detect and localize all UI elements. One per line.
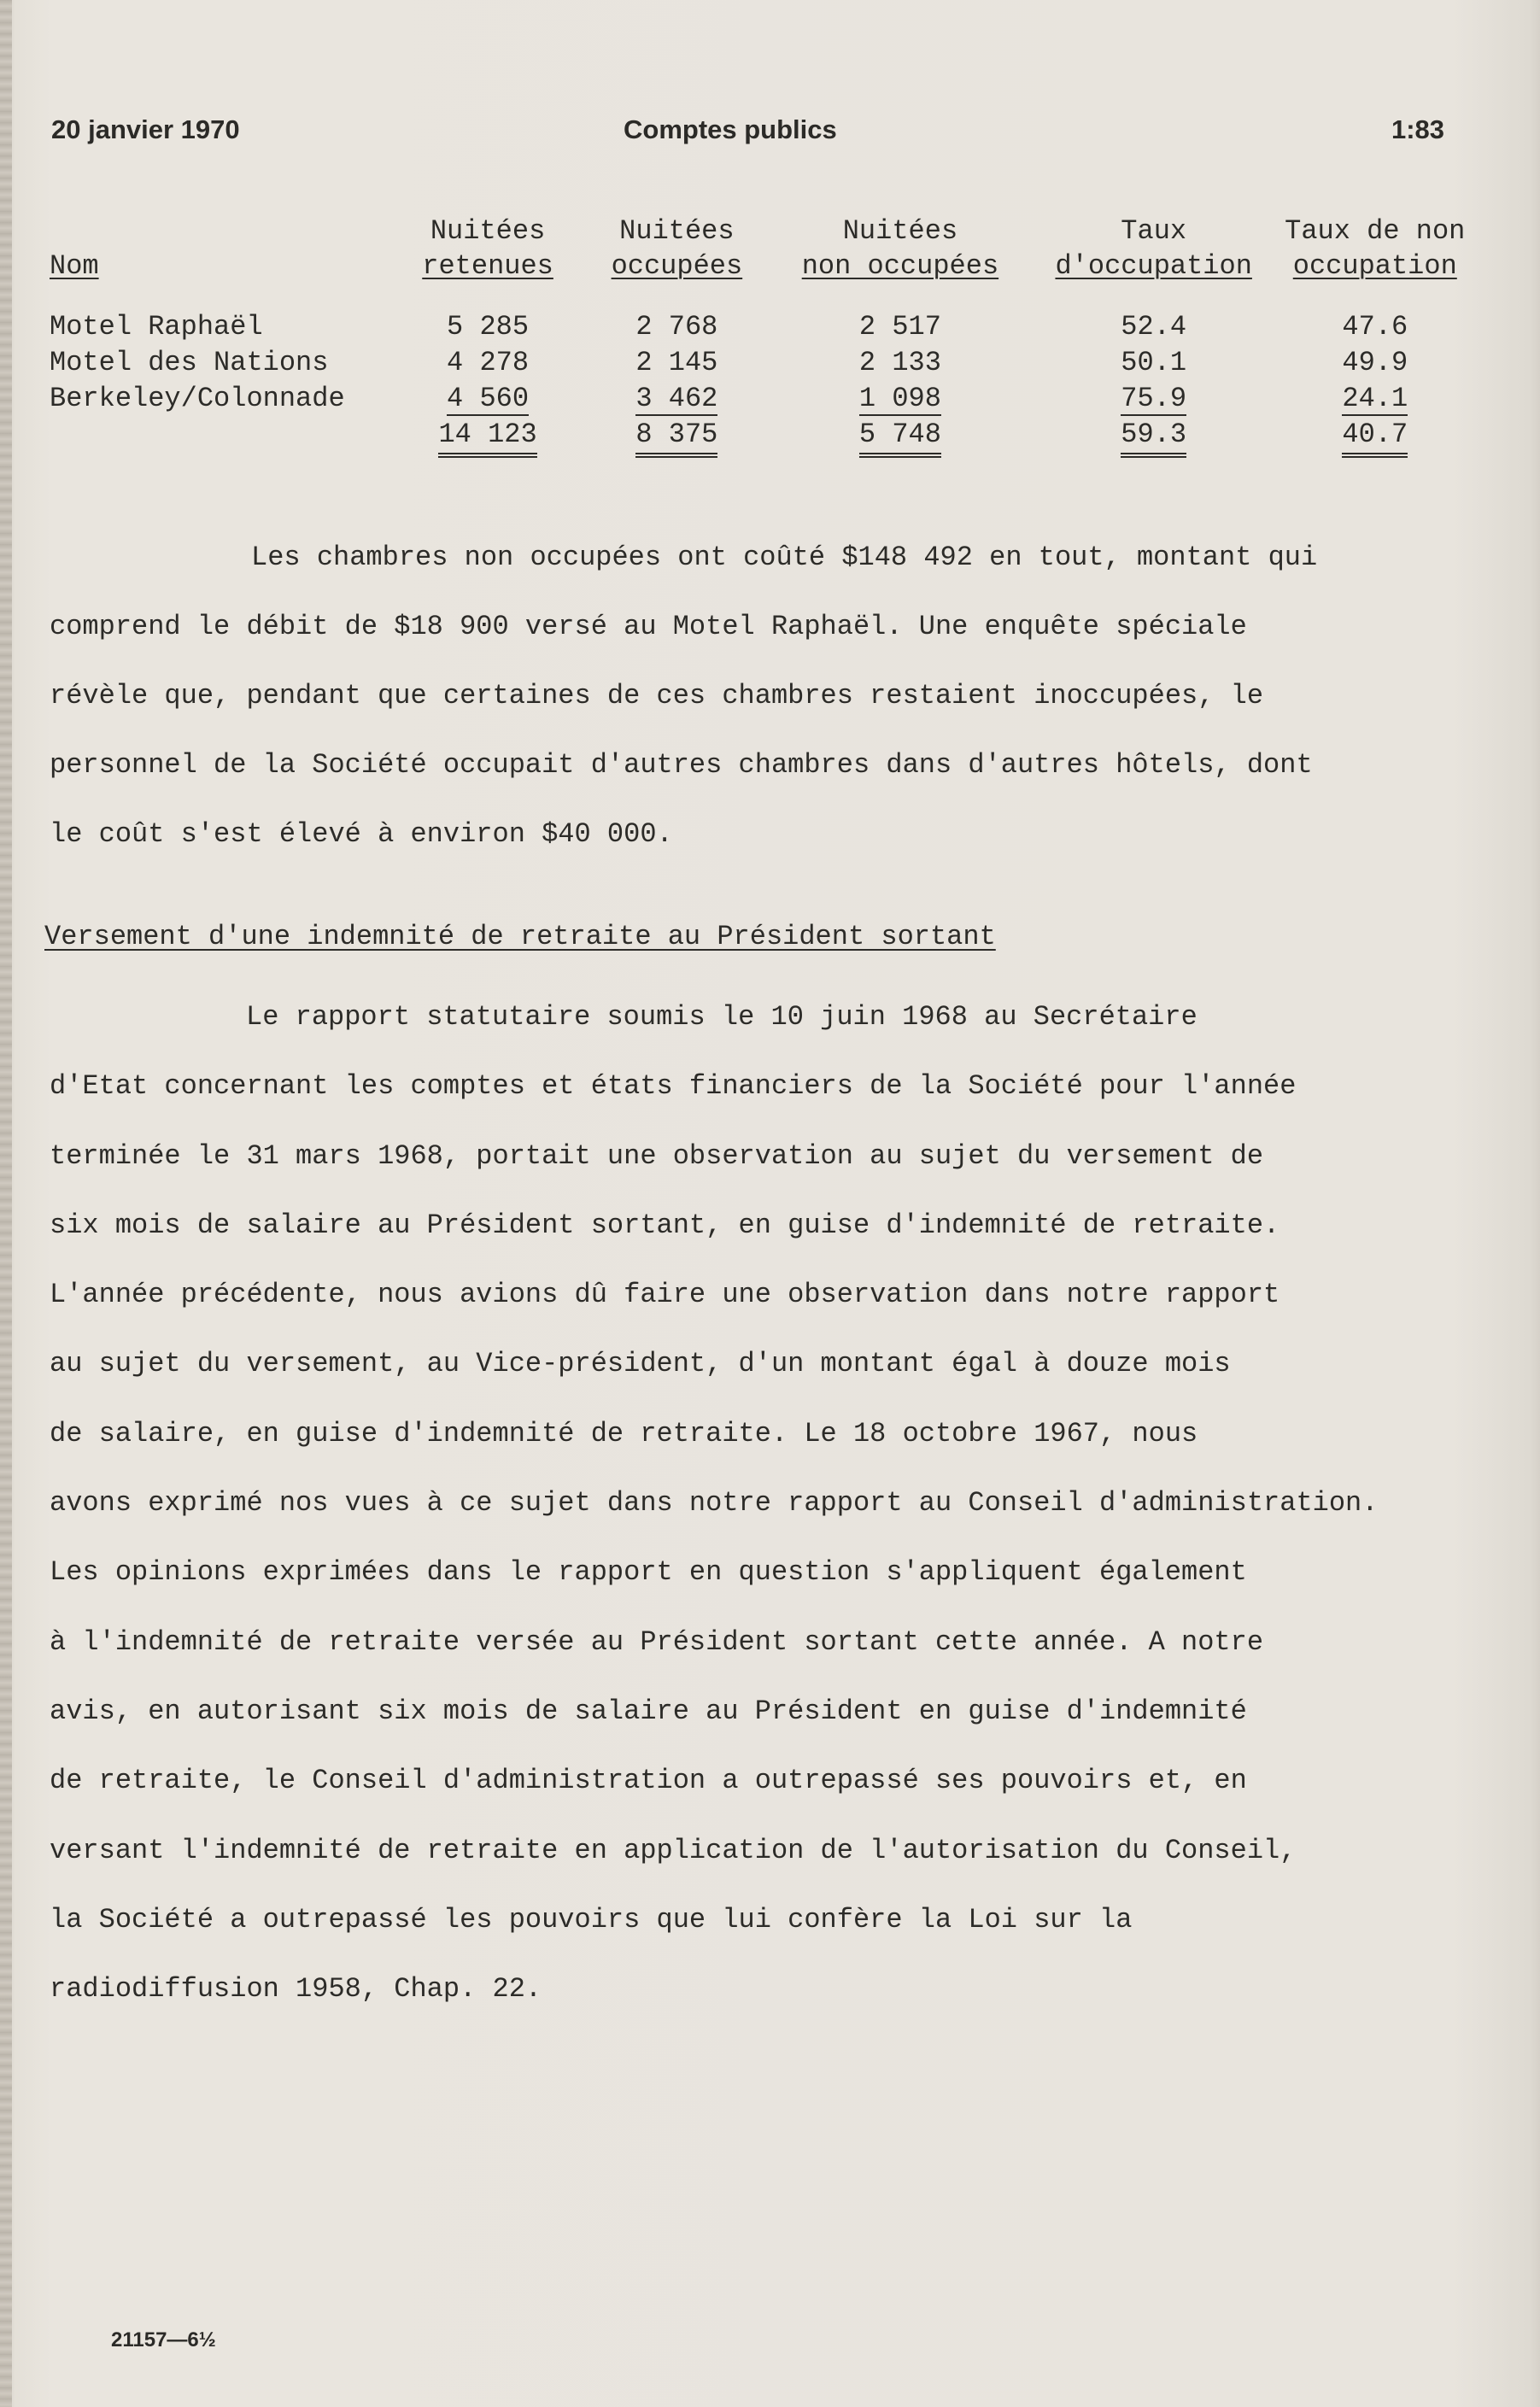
- text-line: révèle que, pendant que certaines de ces chambres restaient inoccupées, le: [50, 680, 1264, 712]
- table-cell: 47.6: [1342, 311, 1408, 343]
- text-line: comprend le débit de $18 900 versé au Motel Raphaël. Une enquête spéciale: [50, 611, 1247, 642]
- text-line: Les opinions exprimées dans le rapport en question s'appliquent également: [50, 1556, 1247, 1589]
- text-line: d'Etat concernant les comptes et états financiers de la Société pour l'année: [50, 1070, 1297, 1103]
- table-row: [50, 345, 1476, 381]
- section-heading: Versement d'une indemnité de retraite au Président sortant: [44, 921, 996, 952]
- text-line: Le rapport statutaire soumis le 10 juin 1968 au Secrétaire: [246, 1001, 1197, 1033]
- footer-printer-code: 21157—6½: [111, 2328, 216, 2351]
- row-name: Berkeley/Colonnade: [50, 383, 345, 414]
- total-cell: 8 375: [587, 417, 767, 458]
- column-header-taux-occupation: Taux d'occupation: [1055, 215, 1252, 282]
- text-line: six mois de salaire au Président sortant, en guise d'indemnité de retraite.: [50, 1209, 1280, 1241]
- paragraph-retirement-indemnity: [50, 982, 1450, 2023]
- column-header-nuitees-non-occupees: Nuitées non occupées: [801, 215, 999, 282]
- table-cell: 2 768: [635, 311, 718, 343]
- text-line: à l'indemnité de retraite versée au Président sortant cette année. A notre: [50, 1625, 1264, 1658]
- table-cell: 50.1: [1121, 347, 1187, 378]
- text-line: avons exprimé nos vues à ce sujet dans notre rapport au Conseil d'administration.: [50, 1487, 1379, 1520]
- total-cell: 14 123: [389, 417, 586, 458]
- table-cell: 2 133: [858, 347, 941, 378]
- text-line: Les chambres non occupées ont coûté $148 492 en tout, montant qui: [251, 542, 1318, 573]
- text-line: avis, en autorisant six mois de salaire au Président en guise d'indemnité: [50, 1695, 1247, 1727]
- header-page-number: 1:83: [1391, 114, 1444, 144]
- table-cell: 4 560: [447, 383, 530, 414]
- table-cell: 3 462: [635, 383, 718, 414]
- text-line: la Société a outrepassé les pouvoirs que lui confère la Loi sur la: [50, 1903, 1133, 1936]
- table-cell: 24.1: [1342, 383, 1408, 414]
- total-cell: 5 748: [767, 417, 1033, 458]
- row-name: Motel Raphaël: [50, 311, 263, 343]
- table-total-row: [50, 417, 1476, 458]
- table-row: [50, 309, 1476, 345]
- text-line: au sujet du versement, au Vice-président, d'un montant égal à douze mois: [50, 1348, 1231, 1380]
- column-header-nom: Nom: [50, 250, 99, 282]
- paragraph-unoccupied-rooms: [50, 523, 1450, 869]
- text-line: radiodiffusion 1958, Chap. 22.: [50, 1973, 542, 2006]
- table-cell: 49.9: [1342, 347, 1408, 378]
- column-header-nuitees-occupees: Nuitées occupées: [611, 215, 743, 282]
- column-header-nuitees-retenues: Nuitées retenues: [422, 215, 553, 282]
- text-line: le coût s'est élevé à environ $40 000.: [50, 818, 673, 850]
- table-cell: 75.9: [1121, 383, 1187, 414]
- total-label: [50, 417, 389, 458]
- text-line: personnel de la Société occupait d'autres chambres dans d'autres hôtels, dont: [50, 749, 1313, 781]
- text-line: de salaire, en guise d'indemnité de retraite. Le 18 octobre 1967, nous: [50, 1417, 1198, 1449]
- column-header-taux-non-occupation: Taux de non occupation: [1285, 215, 1466, 282]
- table-cell: 2 517: [858, 311, 941, 343]
- total-cell: 59.3: [1033, 417, 1274, 458]
- table-cell: 4 278: [447, 347, 530, 378]
- table-cell: 5 285: [447, 311, 530, 343]
- text-line: L'année précédente, nous avions dû faire une observation dans notre rapport: [50, 1279, 1280, 1311]
- table-cell: 1 098: [858, 383, 941, 414]
- text-line: versant l'indemnité de retraite en application de l'autorisation du Conseil,: [50, 1834, 1297, 1866]
- table-header-row: [50, 214, 1476, 284]
- occupancy-table: [50, 214, 1476, 458]
- row-name: Motel des Nations: [50, 347, 329, 378]
- total-cell: 40.7: [1274, 417, 1476, 458]
- header-date: 20 janvier 1970: [51, 114, 240, 144]
- table-cell: 52.4: [1121, 311, 1187, 343]
- table-cell: 2 145: [635, 347, 718, 378]
- text-line: terminée le 31 mars 1968, portait une observation au sujet du versement de: [50, 1139, 1264, 1172]
- page-header: [51, 114, 1444, 157]
- table-row: [50, 381, 1476, 417]
- header-title: Comptes publics: [624, 114, 837, 144]
- text-line: de retraite, le Conseil d'administration a outrepassé ses pouvoirs et, en: [50, 1765, 1247, 1797]
- page-binding-edge: [0, 0, 12, 2407]
